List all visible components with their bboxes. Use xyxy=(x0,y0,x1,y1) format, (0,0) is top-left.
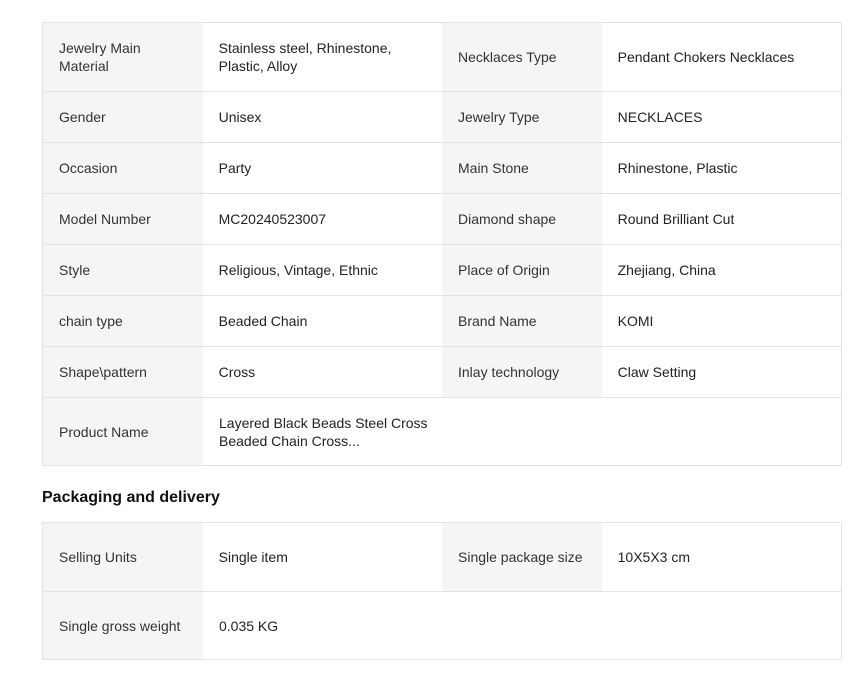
table-row xyxy=(43,23,841,91)
table-row xyxy=(43,523,841,591)
attribute-value: Cross xyxy=(203,347,442,397)
attribute-value: NECKLACES xyxy=(602,92,841,142)
attribute-key: Jewelry Main Material xyxy=(43,23,203,91)
attribute-key: Diamond shape xyxy=(442,194,602,244)
attribute-value: Party xyxy=(203,143,442,193)
attribute-value: KOMI xyxy=(602,296,841,346)
attribute-key: Place of Origin xyxy=(442,245,602,295)
table-row xyxy=(43,244,841,295)
empty-cell xyxy=(443,592,841,659)
table-row xyxy=(43,193,841,244)
attribute-key: Necklaces Type xyxy=(442,23,602,91)
table-row xyxy=(43,346,841,397)
attribute-value: Beaded Chain xyxy=(203,296,442,346)
attribute-key: Main Stone xyxy=(442,143,602,193)
attribute-key: Shape\pattern xyxy=(43,347,203,397)
attribute-value: Religious, Vintage, Ethnic xyxy=(203,245,442,295)
attribute-value: Single item xyxy=(203,523,442,591)
attribute-key: Single gross weight xyxy=(43,592,203,659)
table-row xyxy=(43,91,841,142)
attribute-key: chain type xyxy=(43,296,203,346)
table-row xyxy=(43,295,841,346)
attribute-key: Model Number xyxy=(43,194,203,244)
table-row xyxy=(43,591,841,659)
packaging-section-title: Packaging and delivery xyxy=(42,489,220,506)
attribute-key: Gender xyxy=(43,92,203,142)
attribute-value: Claw Setting xyxy=(602,347,841,397)
attribute-value: MC20240523007 xyxy=(203,194,442,244)
product-attributes-table xyxy=(42,22,842,466)
attribute-value: Zhejiang, China xyxy=(602,245,841,295)
table-row xyxy=(43,142,841,193)
attribute-key: Single package size xyxy=(442,523,602,591)
attribute-key: Selling Units xyxy=(43,523,203,591)
packaging-table xyxy=(42,522,842,660)
attribute-value: Layered Black Beads Steel Cross Beaded Chain Cross... xyxy=(203,398,443,465)
attribute-key: Style xyxy=(43,245,203,295)
attribute-value: 10X5X3 cm xyxy=(602,523,841,591)
attribute-value: Round Brilliant Cut xyxy=(602,194,841,244)
attribute-value: Unisex xyxy=(203,92,442,142)
attribute-value: Stainless steel, Rhinestone, Plastic, Alloy xyxy=(203,23,442,91)
attribute-value: Rhinestone, Plastic xyxy=(602,143,841,193)
attribute-key: Inlay technology xyxy=(442,347,602,397)
attribute-key: Jewelry Type xyxy=(442,92,602,142)
empty-cell xyxy=(443,398,841,465)
attribute-key: Occasion xyxy=(43,143,203,193)
attribute-key: Brand Name xyxy=(442,296,602,346)
attribute-value: 0.035 KG xyxy=(203,592,443,659)
table-row xyxy=(43,397,841,465)
attribute-key: Product Name xyxy=(43,398,203,465)
attribute-value: Pendant Chokers Necklaces xyxy=(602,23,841,91)
